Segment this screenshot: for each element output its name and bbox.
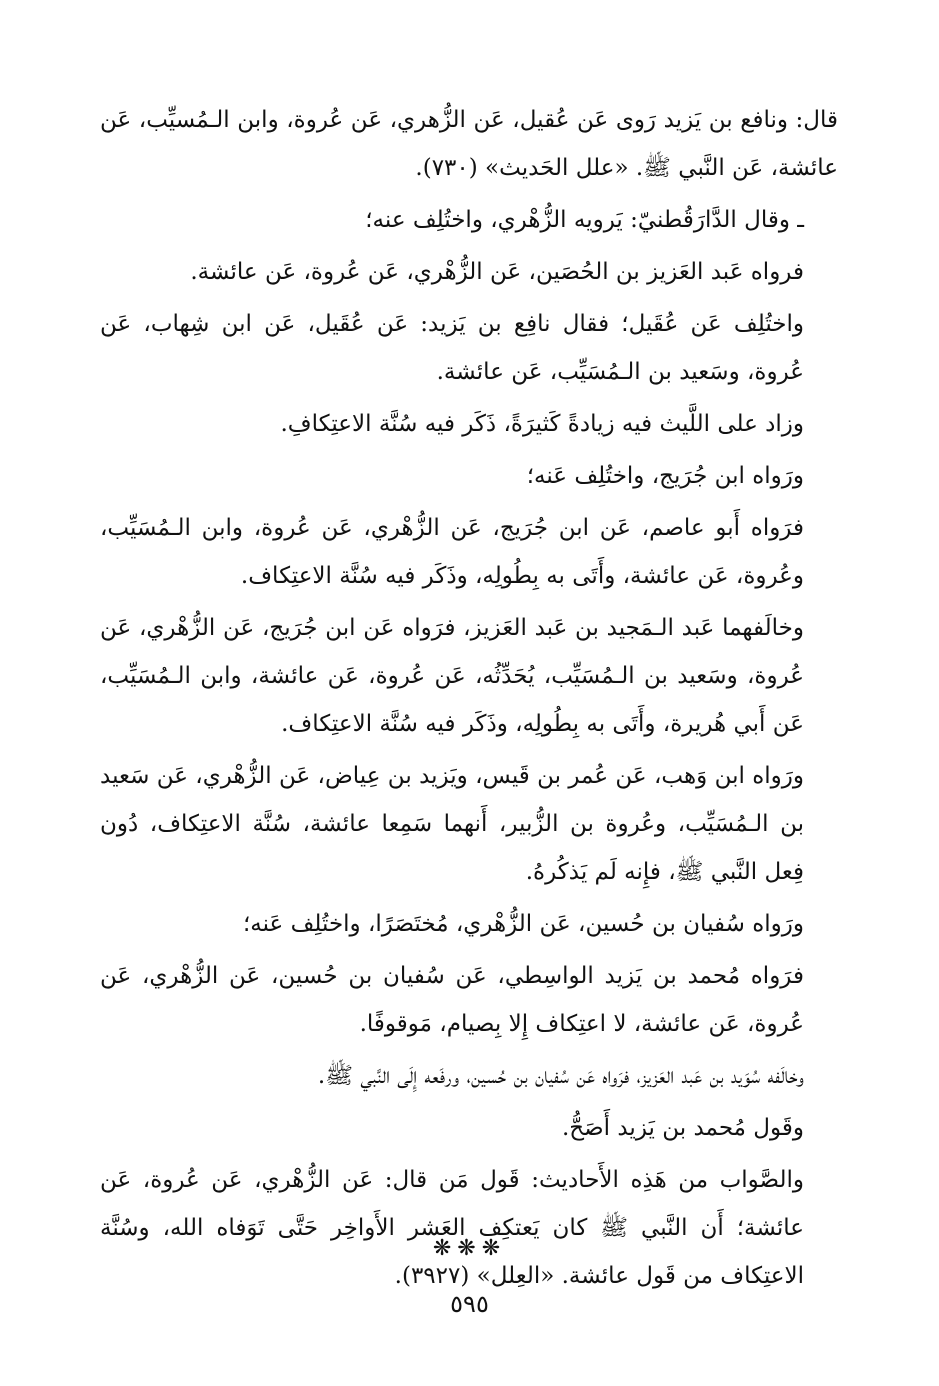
paragraph-10: ورَواه سُفيان بن حُسين، عَن الزُّهْري، مُختَصَرًا، واختُلِف عَنه؛: [242, 911, 804, 937]
paragraph-11: فرَواه مُحمد بن يَزيد الواسِطي، عَن سُفيان بن حُسين، عَن الزُّهْري، عَن عُروة، عَن عائشة، لا اعتِكاف إِلا بِصيام، مَوقوفًا.: [100, 963, 804, 1037]
paragraph-3: فرواه عَبد العَزيز بن الحُصَين، عَن الزُّهْري، عَن عُروة، عَن عائشة.: [190, 259, 804, 285]
paragraph-8: وخالَفهما عَبد الـمَجيد بن عَبد العَزيز، فرَواه عَن ابن جُرَيج، عَن الزُّهْري، عَن عُروة، وسَعيد بن الـمُسَيِّب، يُحَدِّثُه، عَن عُروة، عَن عائشة، وابن الـمُسَيِّب، عَن أَبي هُريرة، وأَتَى به بِطُولِه، وذَكَر فيه سُنَّة الاعتِكاف.: [100, 615, 804, 737]
paragraph-4: واختُلِف عَن عُقَيل؛ فقال نافِع بن يَزيد: عَن عُقَيل، عَن ابن شِهاب، عَن عُروة، وسَعيد بن الـمُسَيِّب، عَن عائشة.: [100, 311, 804, 385]
paragraph-2: ـ وقال الدَّارَقُطنيّ: يَرويه الزُّهْري، واختُلِف عنه؛: [365, 207, 804, 233]
paragraph-7: فرَواه أَبو عاصم، عَن ابن جُرَيج، عَن الزُّهْري، عَن عُروة، وابن الـمُسَيِّب، وعُروة، عَن عائشة، وأَتَى به بِطُولِه، وذَكَر فيه سُنَّة الاعتِكاف.: [100, 515, 804, 589]
paragraph-6: ورَواه ابن جُرَيج، واختُلِف عَنه؛: [526, 463, 804, 489]
paragraph-5: وزاد على اللَّيث فيه زيادةً كَثيرَةً، ذَكَر فيه سُنَّة الاعتِكافِ.: [280, 411, 804, 437]
paragraph-14: والصَّواب من هَذِه الأَحاديث: قَول مَن قال: عَن الزُّهْري، عَن عُروة، عَن عائشة؛ أَن النَّبي ﷺ كان يَعتكِف العَشر الأَواخِر حَتَّى تَوَفاه الله، وسُنَّة الاعتِكاف من قَول عائشة. «العِلل» (٣٩٢٧).: [100, 1167, 804, 1289]
page-body: [100, 96, 838, 1304]
page-number: ٥٩٥: [450, 1290, 489, 1318]
paragraph-1: قال: ونافع بن يَزيد رَوى عَن عُقيل، عَن الزُّهري، عَن عُروة، وابن الـمُسيِّب، عَن عائشة، عَن النَّبي ﷺ. «علل الحَديث» (٧٣٠).: [100, 107, 838, 181]
paragraph-9: ورَواه ابن وَهب، عَن عُمر بن قَيس، ويَزيد بن عِياض، عَن الزُّهْري، عَن سَعيد بن الـمُسَيِّب، وعُروة بن الزُّبير، أَنهما سَمِعا عائشة، سُنَّة الاعتِكاف، دُون فِعل النَّبي ﷺ، فإِنه لَم يَذكُرهُ.: [100, 763, 804, 885]
section-separator: ❋❋❋: [432, 1236, 507, 1261]
paragraph-12: وخالَفه سُوَيد بن عَبد العَزيز، فرَواه عَن سُفيان بن حُسين، ورفَعه إِلَى النَّبي ﷺ.: [317, 1063, 804, 1089]
paragraph-13: وقَول مُحمد بن يَزيد أَصَحُّ.: [561, 1115, 804, 1141]
